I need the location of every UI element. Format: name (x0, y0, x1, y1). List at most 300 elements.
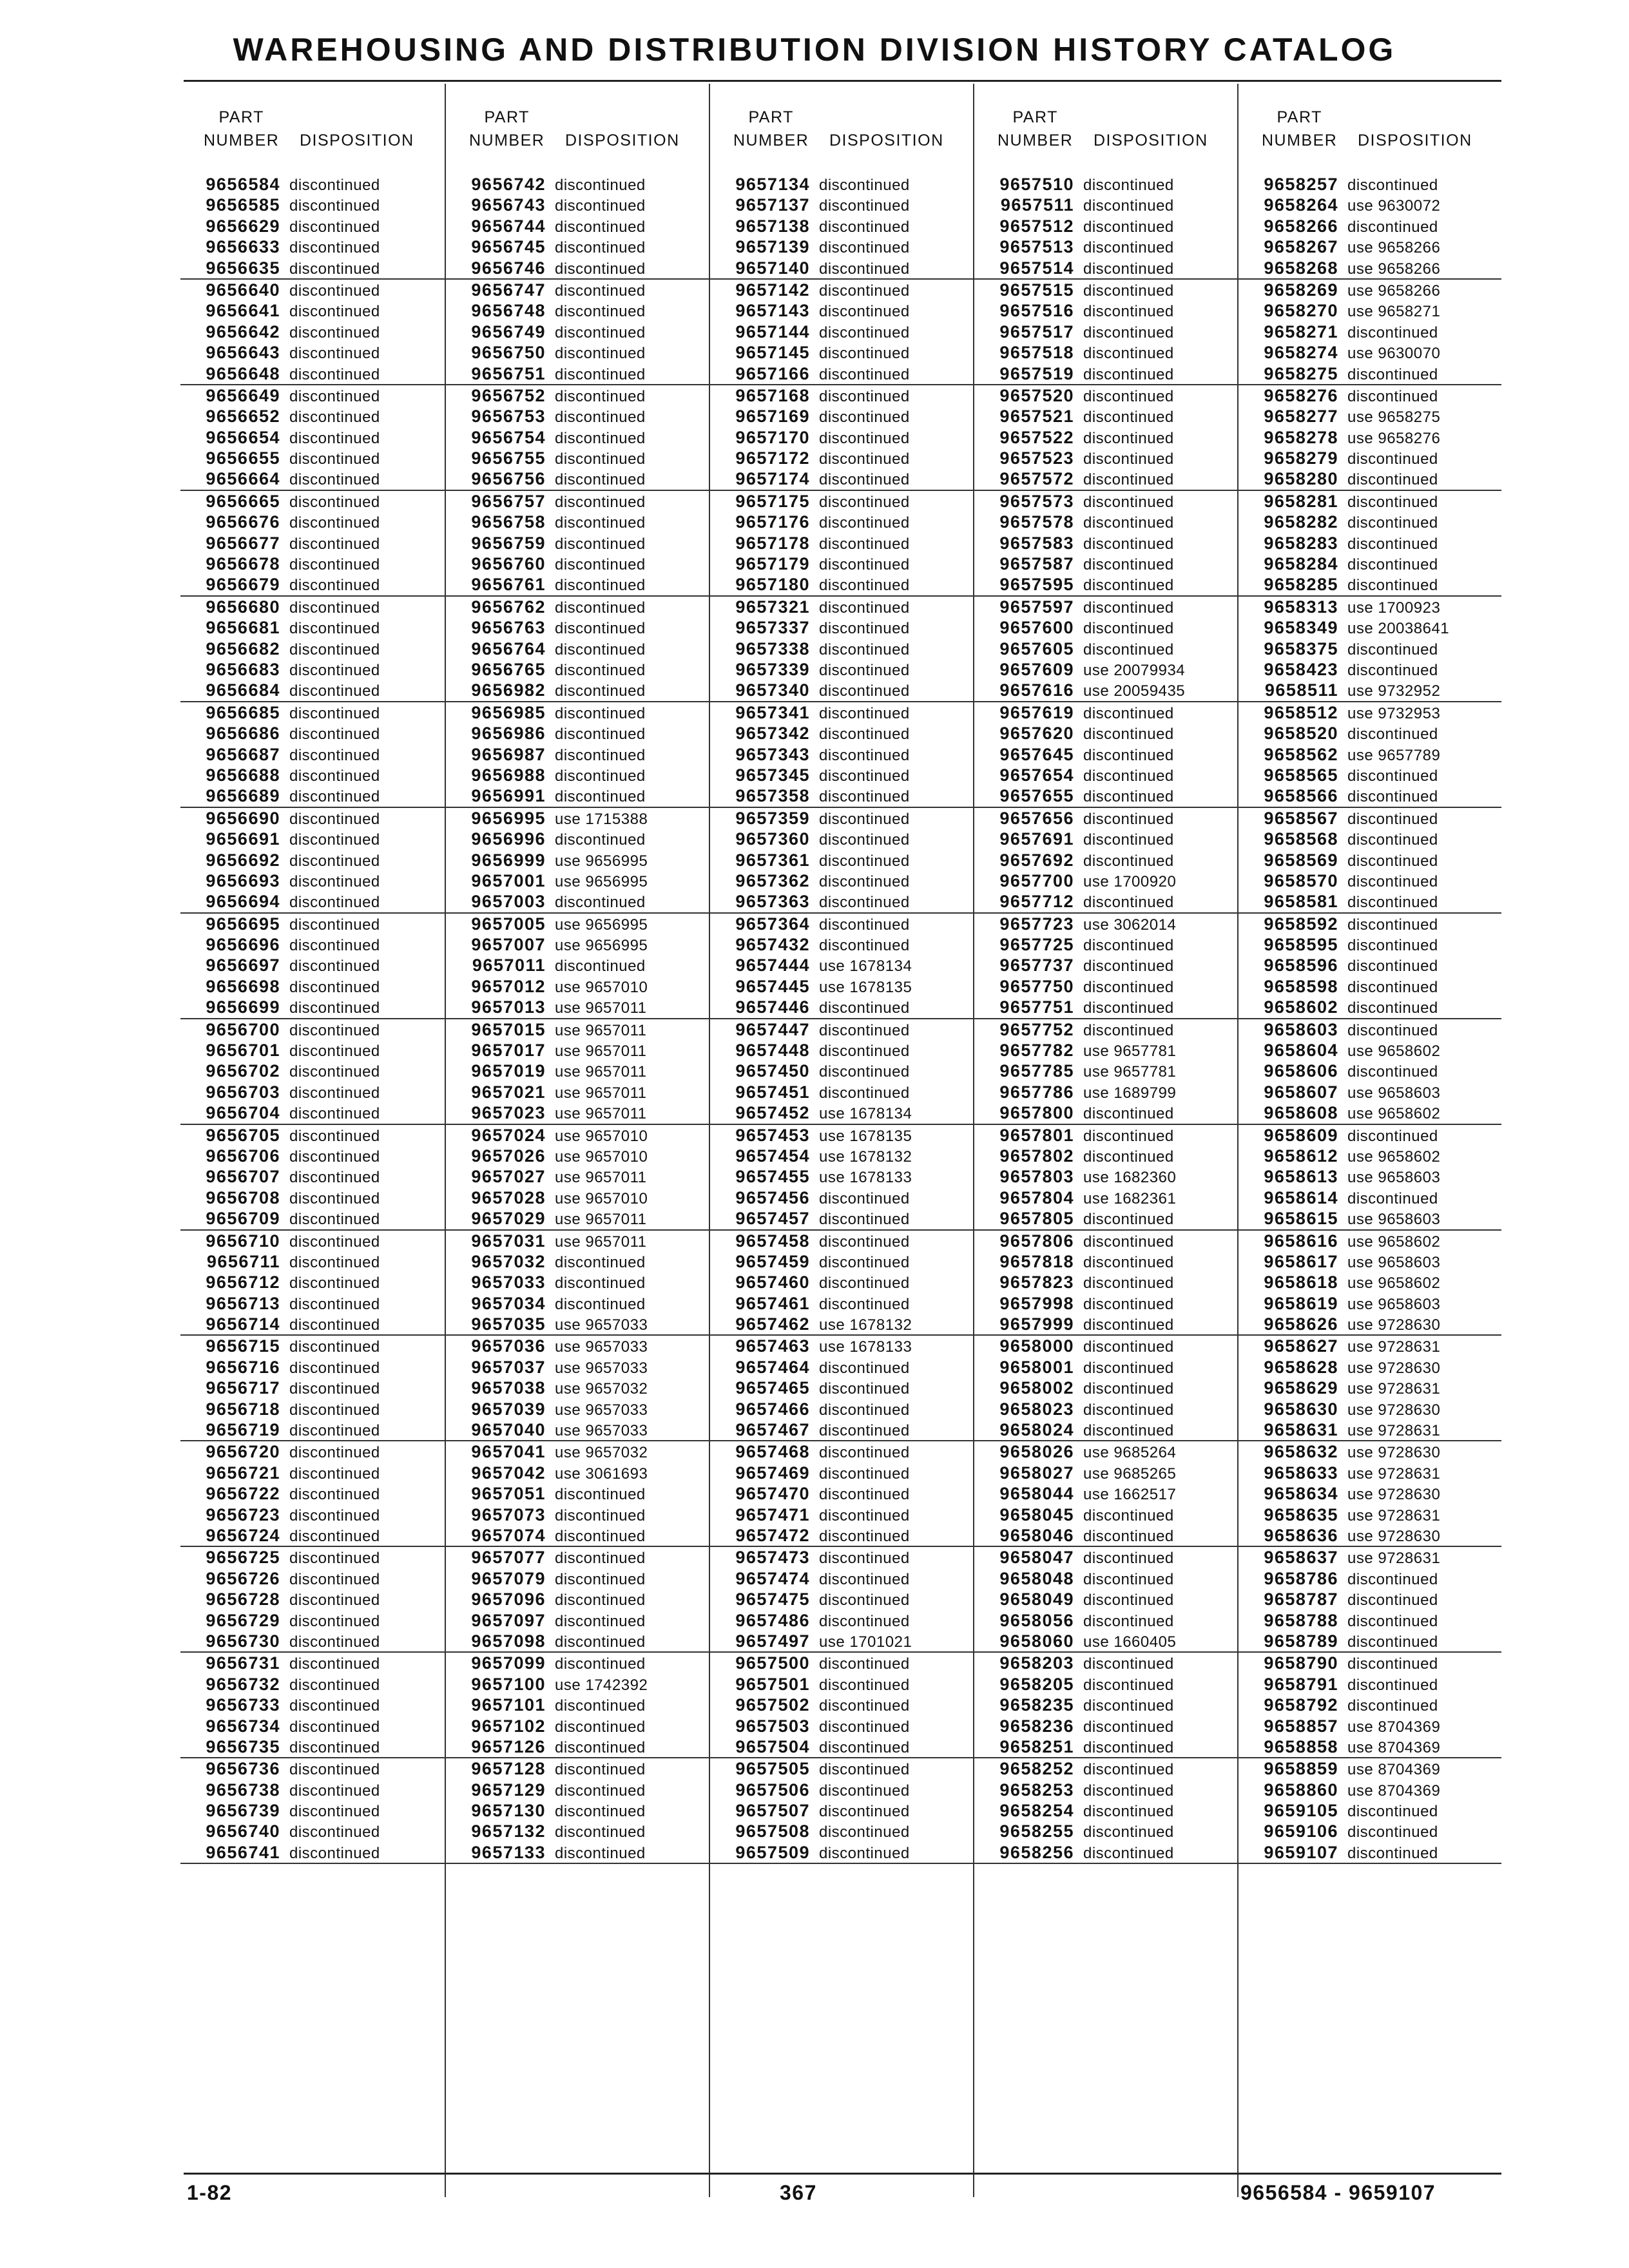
disposition: discontinued (555, 323, 646, 341)
table-row (710, 1800, 973, 1821)
disposition: discontinued (819, 767, 910, 785)
row-group (710, 1125, 973, 1231)
disposition: discontinued (289, 493, 380, 511)
disposition: discontinued (555, 493, 646, 511)
part-number: 9656761 (471, 575, 546, 595)
part-number: 9656642 (206, 322, 280, 341)
disposition: discontinued (289, 1633, 380, 1651)
table-row (1239, 468, 1501, 489)
table-row (180, 850, 445, 870)
table-row (180, 1378, 445, 1398)
table-row (1239, 1251, 1501, 1272)
disposition: discontinued (1347, 1655, 1438, 1673)
disposition: discontinued (289, 640, 380, 658)
part-number: 9656685 (206, 702, 280, 722)
table-row (180, 1061, 445, 1081)
table-row (180, 1125, 445, 1146)
part-number: 9658276 (1264, 385, 1338, 405)
disposition: discontinued (1083, 852, 1174, 870)
disposition: discontinued (555, 177, 646, 194)
part-number: 9657012 (471, 976, 546, 996)
part-number: 9658636 (1264, 1526, 1338, 1545)
part-number: 9656752 (471, 385, 546, 405)
disposition: discontinued (289, 1084, 380, 1102)
table-row (974, 1674, 1237, 1695)
table-row (710, 639, 973, 659)
part-number: 9658255 (999, 1821, 1074, 1841)
table-row (446, 280, 709, 300)
table-row (446, 1336, 709, 1356)
table-row (710, 236, 973, 257)
part-number: 9656585 (206, 195, 280, 215)
disposition: discontinued (555, 1591, 646, 1610)
part-number: 9657027 (471, 1167, 546, 1187)
table-row (710, 1842, 973, 1863)
part-number: 9658274 (1264, 343, 1338, 363)
table-row (974, 1272, 1237, 1293)
part-number: 9657655 (999, 786, 1074, 806)
disposition: discontinued (555, 894, 646, 912)
row-group (974, 491, 1237, 597)
disposition: use 9656995 (555, 937, 648, 955)
row-group (180, 808, 445, 914)
part-number: 9657998 (999, 1293, 1074, 1313)
disposition: discontinued (1083, 387, 1174, 405)
table-row (710, 1504, 973, 1525)
disposition: discontinued (1083, 1676, 1174, 1694)
disposition: discontinued (819, 831, 910, 849)
table-row (974, 1251, 1237, 1272)
part-number: 9657725 (999, 935, 1074, 955)
table-row (974, 639, 1237, 659)
disposition: discontinued (819, 177, 910, 194)
disposition: discontinued (289, 1338, 380, 1356)
part-number: 9657464 (735, 1357, 810, 1377)
part-number: 9657168 (735, 385, 810, 405)
disposition: discontinued (1347, 872, 1438, 890)
disposition: discontinued (1083, 1274, 1174, 1293)
part-number: 9657143 (735, 301, 810, 321)
disposition: discontinued (1083, 1528, 1174, 1545)
part-number: 9657444 (735, 956, 810, 975)
disposition: discontinued (1347, 556, 1438, 574)
disposition: discontinued (819, 704, 910, 722)
disposition: discontinued (555, 1718, 646, 1736)
part-number: 9657750 (999, 976, 1074, 996)
disposition: use 9656995 (555, 872, 648, 890)
part-number: 9656686 (206, 724, 280, 744)
table-row (446, 1568, 709, 1589)
part-number: 9656691 (206, 829, 280, 849)
part-number: 9656728 (206, 1590, 280, 1610)
table-row (1239, 659, 1501, 680)
disposition: discontinued (555, 1782, 646, 1800)
part-number: 9658423 (1264, 659, 1338, 679)
part-number: 9656717 (206, 1378, 280, 1398)
part-number: 9657138 (735, 216, 810, 236)
table-row (446, 1378, 709, 1398)
column-header (974, 84, 1237, 174)
part-number: 9657512 (999, 216, 1074, 236)
disposition: discontinued (289, 1676, 380, 1694)
table-row (710, 1208, 973, 1229)
table-row (446, 1357, 709, 1378)
part-number: 9656697 (206, 956, 280, 975)
table-row (974, 1736, 1237, 1757)
disposition: discontinued (289, 303, 380, 321)
disposition: discontinued (555, 599, 646, 617)
table-row (180, 1166, 445, 1187)
table-row (710, 195, 973, 215)
row-group (446, 1653, 709, 1758)
table-row (180, 829, 445, 849)
table-row (1239, 1610, 1501, 1631)
disposition: use 9728631 (1347, 1380, 1441, 1398)
table-row (710, 1187, 973, 1208)
table-row (710, 1525, 973, 1546)
row-group (446, 174, 709, 280)
table-row (1239, 385, 1501, 406)
table-row (710, 870, 973, 891)
table-row (974, 258, 1237, 278)
table-row (446, 1166, 709, 1187)
row-group (974, 280, 1237, 385)
part-number: 9658568 (1264, 829, 1338, 849)
disposition: discontinued (289, 937, 380, 955)
table-row (180, 639, 445, 659)
part-number: 9658570 (1264, 870, 1338, 890)
catalog-table (180, 84, 1501, 2197)
part-number: 9656991 (471, 786, 546, 806)
table-row (710, 406, 973, 427)
row-group (710, 1547, 973, 1653)
part-number: 9657452 (735, 1103, 810, 1123)
part-number: 9658277 (1264, 407, 1338, 427)
table-row (1239, 680, 1501, 700)
part-number-header (733, 106, 809, 152)
part-number: 9656682 (206, 639, 280, 658)
part-number: 9657597 (999, 597, 1074, 617)
table-row (180, 1568, 445, 1589)
part-number: 9658617 (1264, 1251, 1338, 1271)
table-row (710, 1399, 973, 1419)
table-row (446, 1610, 709, 1631)
table-row (446, 765, 709, 785)
table-row (446, 850, 709, 870)
disposition: discontinued (819, 260, 910, 278)
table-row (446, 870, 709, 891)
row-group (446, 914, 709, 1019)
table-row (446, 744, 709, 765)
disposition: use 3062014 (1083, 916, 1177, 934)
row-group (180, 174, 445, 280)
part-number: 9657806 (999, 1231, 1074, 1251)
table-row (446, 1483, 709, 1504)
part-number: 9657505 (735, 1759, 810, 1779)
part-number: 9656764 (471, 639, 546, 658)
part-number: 9656985 (471, 702, 546, 722)
row-group (180, 280, 445, 385)
table-row (974, 1336, 1237, 1356)
table-row (974, 997, 1237, 1017)
table-row (1239, 280, 1501, 300)
disposition: discontinued (1347, 1697, 1438, 1715)
disposition: use 1678132 (819, 1316, 912, 1334)
part-number: 9658627 (1264, 1336, 1338, 1356)
table-row (974, 1061, 1237, 1081)
part-number: 9656751 (471, 363, 546, 383)
table-row (180, 723, 445, 744)
disposition: discontinued (289, 1043, 380, 1061)
disposition: discontinued (289, 978, 380, 996)
disposition: use 20079934 (1083, 661, 1186, 679)
disposition: discontinued (555, 429, 646, 447)
part-number: 9658635 (1264, 1504, 1338, 1524)
table-row (1239, 491, 1501, 512)
table-row (710, 1251, 973, 1272)
disposition: use 9657011 (555, 999, 647, 1017)
part-number: 9656749 (471, 322, 546, 341)
disposition: discontinued (1347, 365, 1438, 383)
disposition: discontinued (1083, 577, 1174, 595)
part-number: 9658375 (1264, 639, 1338, 658)
disposition: discontinued (1347, 999, 1438, 1017)
part-number: 9656704 (206, 1103, 280, 1123)
table-row (446, 1187, 709, 1208)
part-number: 9656999 (471, 850, 546, 870)
part-number: 9658860 (1264, 1780, 1338, 1800)
disposition: discontinued (289, 218, 380, 236)
part-number: 9658256 (999, 1842, 1074, 1862)
part-number: 9658566 (1264, 786, 1338, 806)
part-number: 9658598 (1264, 976, 1338, 996)
part-number: 9657513 (999, 237, 1074, 257)
part-number: 9658565 (1264, 765, 1338, 785)
disposition: discontinued (555, 1612, 646, 1630)
part-number: 9659107 (1264, 1842, 1338, 1862)
part-number: 9656633 (206, 237, 280, 257)
table-row (974, 385, 1237, 406)
table-row (446, 1695, 709, 1715)
disposition: discontinued (819, 1253, 910, 1271)
disposition: discontinued (289, 345, 380, 363)
disposition: discontinued (289, 1761, 380, 1779)
disposition: discontinued (1083, 345, 1174, 363)
part-number: 9658046 (999, 1526, 1074, 1545)
disposition: discontinued (1083, 282, 1174, 300)
part-number: 9657169 (735, 407, 810, 427)
disposition: discontinued (819, 788, 910, 806)
row-group (974, 385, 1237, 491)
disposition: use 9658602 (1347, 1105, 1441, 1123)
part-number: 9658614 (1264, 1187, 1338, 1207)
table-row (710, 1547, 973, 1568)
part-number: 9656584 (206, 175, 280, 194)
table-row (446, 891, 709, 912)
part-number: 9657031 (471, 1231, 546, 1251)
table-row (974, 1568, 1237, 1589)
disposition: discontinued (819, 999, 910, 1017)
part-number: 9657026 (471, 1146, 546, 1166)
part-number: 9657503 (735, 1716, 810, 1736)
disposition: discontinued (1347, 661, 1438, 679)
part-number: 9657341 (735, 702, 810, 722)
row-group (974, 1019, 1237, 1125)
table-row (974, 1293, 1237, 1314)
disposition: discontinued (1083, 704, 1174, 722)
table-row (446, 258, 709, 278)
table-row (180, 1040, 445, 1061)
table-row (974, 744, 1237, 765)
part-number: 9657051 (471, 1484, 546, 1504)
disposition: use 9728630 (1347, 1316, 1441, 1334)
disposition: discontinued (819, 1528, 910, 1545)
disposition: discontinued (819, 1084, 910, 1102)
part-number: 9658626 (1264, 1314, 1338, 1334)
disposition: use 1660405 (1083, 1633, 1177, 1651)
table-row (446, 723, 709, 744)
table-row (974, 322, 1237, 342)
part-number: 9658023 (999, 1399, 1074, 1419)
row-group (446, 597, 709, 702)
part-number: 9658002 (999, 1378, 1074, 1398)
part-number: 9657587 (999, 554, 1074, 574)
disposition: discontinued (1347, 957, 1438, 975)
disposition: discontinued (1083, 218, 1174, 236)
part-number: 9656640 (206, 280, 280, 300)
table-row (1239, 1146, 1501, 1166)
part-number: 9657003 (471, 892, 546, 912)
table-row (974, 1821, 1237, 1841)
part-number: 9658613 (1264, 1167, 1338, 1187)
table-row (1239, 1208, 1501, 1229)
table-row (180, 1019, 445, 1040)
table-row (180, 1399, 445, 1419)
part-number: 9658049 (999, 1590, 1074, 1610)
table-row (1239, 785, 1501, 806)
table-row (180, 1610, 445, 1631)
disposition: discontinued (289, 1803, 380, 1821)
part-number: 9657514 (999, 258, 1074, 278)
part-number: 9658602 (1264, 997, 1338, 1017)
part-number: 9658285 (1264, 575, 1338, 595)
disposition: use 9728631 (1347, 1550, 1441, 1568)
part-number: 9657455 (735, 1167, 810, 1187)
part-number: 9658569 (1264, 850, 1338, 870)
table-row (180, 1631, 445, 1651)
table-row (180, 363, 445, 384)
table-row (974, 1631, 1237, 1651)
part-number: 9658596 (1264, 956, 1338, 975)
part-number: 9657179 (735, 554, 810, 574)
table-row (1239, 174, 1501, 195)
disposition: discontinued (1083, 1253, 1174, 1271)
disposition: discontinued (1083, 1570, 1174, 1588)
table-row (1239, 1399, 1501, 1419)
table-row (974, 1780, 1237, 1800)
part-number: 9657465 (735, 1378, 810, 1398)
table-row (180, 934, 445, 955)
part-number: 9656679 (206, 575, 280, 595)
disposition: use 9658271 (1347, 303, 1441, 321)
table-row (710, 1463, 973, 1483)
table-row (710, 300, 973, 321)
table-row (1239, 406, 1501, 427)
disposition: discontinued (1347, 894, 1438, 912)
table-row (710, 702, 973, 723)
row-group (710, 1653, 973, 1758)
row-group (180, 1653, 445, 1758)
part-number: 9656765 (471, 659, 546, 679)
part-number: 9656629 (206, 216, 280, 236)
row-group (710, 1336, 973, 1441)
disposition: discontinued (289, 514, 380, 532)
row-group (710, 1019, 973, 1125)
disposition: discontinued (289, 1380, 380, 1398)
table-row (974, 1610, 1237, 1631)
table-row (180, 702, 445, 723)
part-number: 9657132 (471, 1821, 546, 1841)
part-number: 9656655 (206, 448, 280, 468)
table-row (974, 934, 1237, 955)
disposition: discontinued (1347, 978, 1438, 996)
part-number: 9657523 (999, 448, 1074, 468)
disposition-header: DISPOSITION (565, 131, 680, 149)
part-number: 9658270 (1264, 301, 1338, 321)
disposition: discontinued (555, 450, 646, 468)
disposition: discontinued (289, 788, 380, 806)
disposition: discontinued (819, 746, 910, 764)
table-row (710, 216, 973, 236)
column-header (446, 84, 709, 174)
table-row (180, 195, 445, 215)
disposition: discontinued (289, 810, 380, 828)
table-row (1239, 1800, 1501, 1821)
disposition: discontinued (1083, 1803, 1174, 1821)
table-row (180, 1336, 445, 1356)
table-row (446, 1082, 709, 1102)
disposition: discontinued (1347, 937, 1438, 955)
table-row (180, 236, 445, 257)
disposition: discontinued (1083, 788, 1174, 806)
disposition: discontinued (1347, 1612, 1438, 1630)
table-row (974, 891, 1237, 912)
table-row (710, 850, 973, 870)
row-group (1239, 174, 1501, 280)
table-row (710, 385, 973, 406)
row-group (180, 1547, 445, 1653)
disposition: use 9657011 (555, 1233, 647, 1251)
part-number: 9658252 (999, 1759, 1074, 1779)
disposition: discontinued (1347, 177, 1438, 194)
part-number: 9657445 (735, 976, 810, 996)
table-row (710, 448, 973, 468)
part-number: 9657509 (735, 1842, 810, 1862)
table-row (974, 1378, 1237, 1398)
table-row (446, 808, 709, 829)
table-row (974, 1800, 1237, 1821)
row-group (974, 1125, 1237, 1231)
part-number-header (469, 106, 545, 152)
disposition: discontinued (289, 1169, 380, 1187)
disposition: discontinued (1083, 1401, 1174, 1419)
table-row (446, 1125, 709, 1146)
part-number-header (204, 106, 279, 152)
part-number: 9657019 (471, 1061, 546, 1081)
part-number: 9658616 (1264, 1231, 1338, 1251)
row-group (1239, 1758, 1501, 1864)
table-row (180, 1463, 445, 1483)
